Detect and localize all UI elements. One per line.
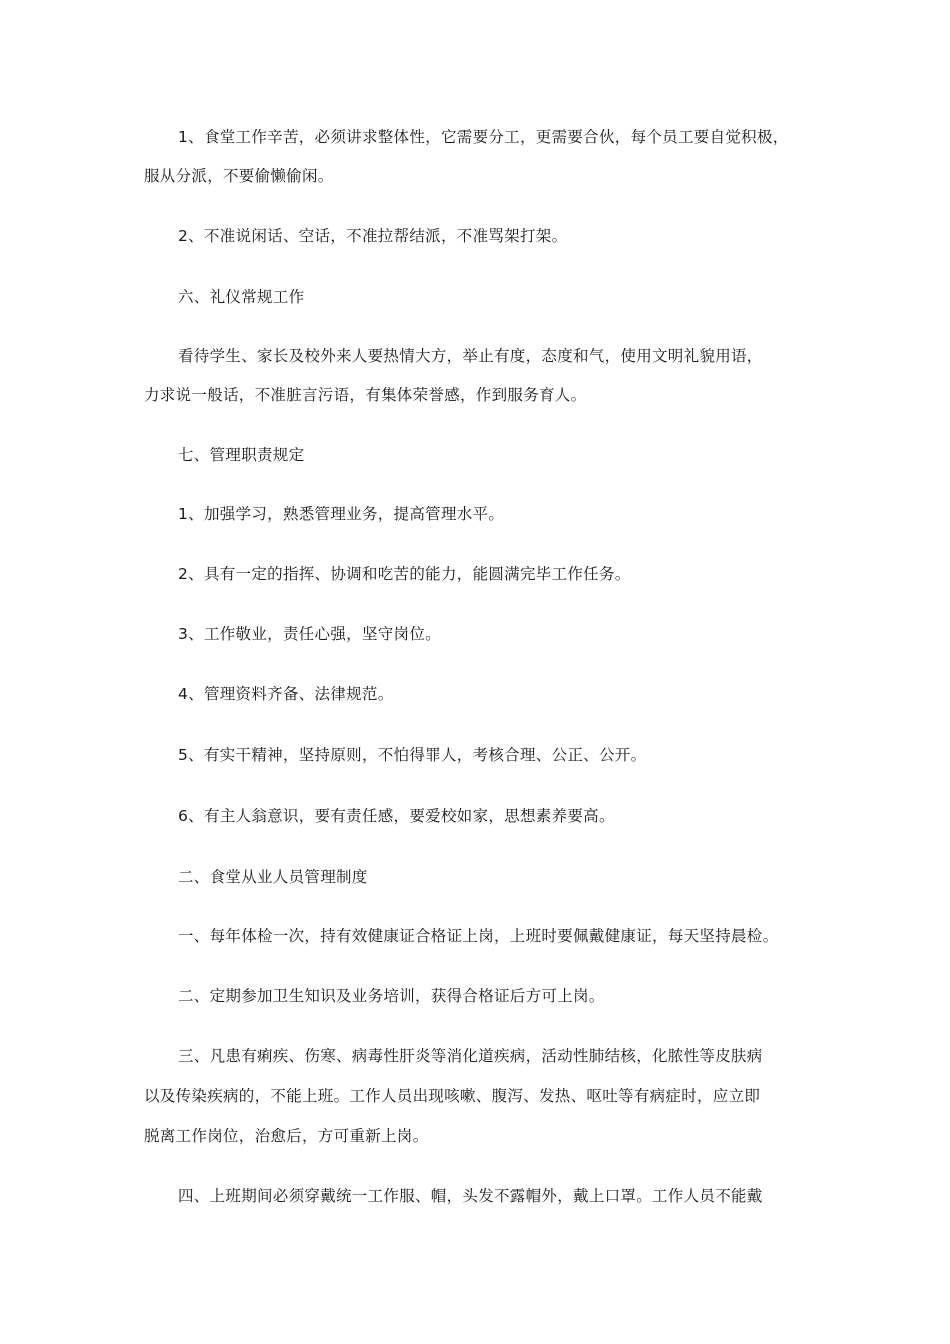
paragraph-line: 三、凡患有痢疾、伤寒、病毒性肝炎等消化道疾病，活动性肺结核，化脓性等皮肤病: [178, 1047, 763, 1065]
paragraph-line: 以及传染疾病的，不能上班。工作人员出现咳嗽、腹泻、发热、呕吐等有病症时，应立即: [144, 1087, 761, 1105]
section-heading: 七、管理职责规定: [178, 446, 305, 464]
paragraph-line: 脱离工作岗位，治愈后，方可重新上岗。: [144, 1127, 429, 1145]
section-heading: 二、食堂从业人员管理制度: [178, 868, 368, 886]
paragraph-line: 4、管理资料齐备、法律规范。: [178, 685, 394, 703]
paragraph-line: 1、食堂工作辛苦，必须讲求整体性，它需要分工，更需要合伙，每个员工要自觉积极，: [178, 128, 789, 146]
paragraph-line: 3、工作敬业，责任心强，坚守岗位。: [178, 625, 441, 643]
paragraph-line: 6、有主人翁意识，要有责任感，要爱校如家，思想素养要高。: [178, 807, 615, 825]
paragraph-line: 力求说一般话，不准脏言污语，有集体荣誉感，作到服务育人。: [144, 386, 587, 404]
section-heading: 六、礼仪常规工作: [178, 288, 305, 306]
paragraph-line: 看待学生、家长及校外来人要热情大方，举止有度，态度和气，使用文明礼貌用语，: [178, 347, 763, 365]
paragraph-line: 二、定期参加卫生知识及业务培训，获得合格证后方可上岗。: [178, 987, 605, 1005]
paragraph-line: 1、加强学习，熟悉管理业务，提高管理水平。: [178, 505, 505, 523]
paragraph-line: 一、每年体检一次，持有效健康证合格证上岗，上班时要佩戴健康证，每天坚持晨检。: [178, 927, 779, 945]
paragraph-line: 服从分派，不要偷懒偷闲。: [144, 167, 334, 185]
paragraph-line: 四、上班期间必须穿戴统一工作服、帽，头发不露帽外，戴上口罩。工作人员不能戴: [178, 1187, 763, 1205]
paragraph-line: 2、具有一定的指挥、协调和吃苦的能力，能圆满完毕工作任务。: [178, 565, 631, 583]
paragraph-line: 5、有实干精神，坚持原则，不怕得罪人，考核合理、公正、公开。: [178, 746, 647, 764]
paragraph-line: 2、不准说闲话、空话，不准拉帮结派，不准骂架打架。: [178, 227, 568, 245]
